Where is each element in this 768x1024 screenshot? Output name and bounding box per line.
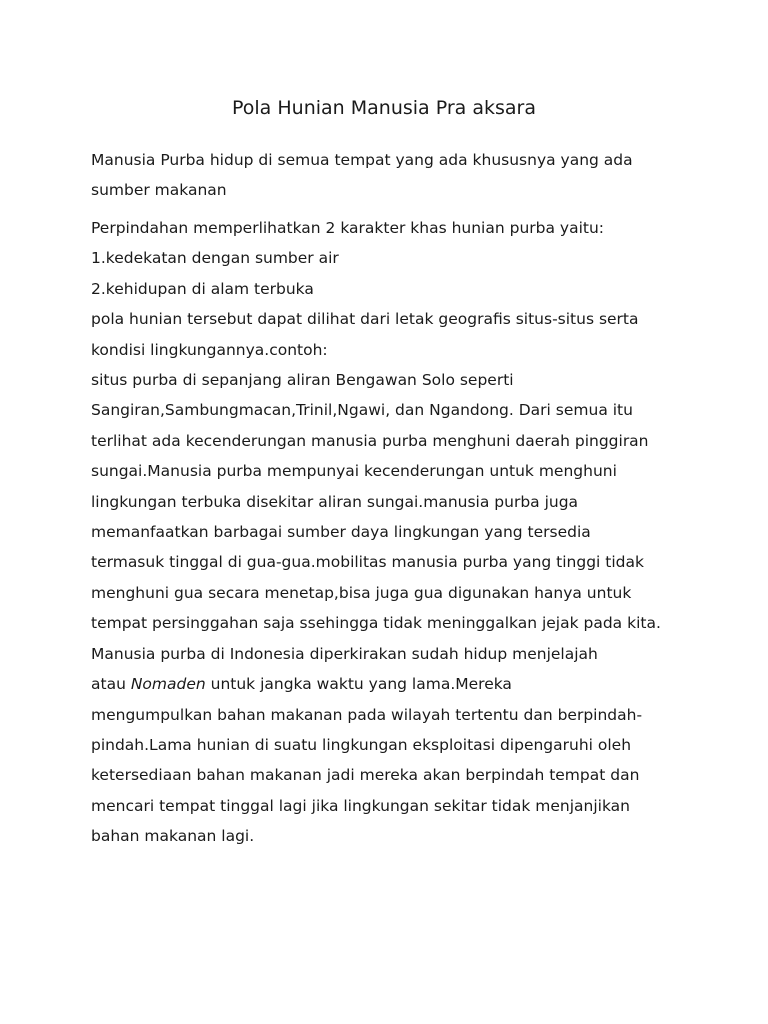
list-item-2: 2.kehidupan di alam terbuka [91,279,314,298]
paragraph-main [91,213,691,852]
text-line: Manusia Purba hidup di semua tempat yang ada khususnya yang ada [91,151,633,169]
paragraph-intro [91,145,691,206]
text-line: tempat persinggahan saja ssehingga tidak meninggalkan jejak pada kita. [91,614,661,633]
text-fragment: atau [91,675,131,694]
document-title: Pola Hunian Manusia Pra aksara [232,97,536,119]
text-line-nomaden [91,669,691,699]
text-line: Manusia purba di Indonesia diperkirakan sudah hidup menjelajah [91,644,598,663]
text-line: menghuni gua secara menetap,bisa juga gua digunakan hanya untuk [91,583,632,602]
text-line: termasuk tinggal di gua-gua.mobilitas manusia purba yang tinggi tidak [91,553,644,572]
italic-term-nomaden: Nomaden [130,675,206,694]
text-line: pindah.Lama hunian di suatu lingkungan eksploitasi dipengaruhi oleh [91,735,632,754]
text-line: Perpindahan memperlihatkan 2 karakter khas hunian purba yaitu: [91,219,605,237]
text-line: Sangiran,Sambungmacan,Trinil,Ngawi, dan Ngandong. Dari semua itu [91,401,633,420]
text-line: ketersediaan bahan makanan jadi mereka akan berpindah tempat dan [91,766,640,785]
text-line: sungai.Manusia purba mempunyai kecenderungan untuk menghuni [91,462,617,481]
text-line: bahan makanan lagi. [91,827,255,846]
text-fragment: untuk jangka waktu yang lama.Mereka [205,675,512,694]
text-line: kondisi lingkungannya.contoh: [91,340,328,359]
list-item-1: 1.kedekatan dengan sumber air [91,249,339,268]
text-line: pola hunian tersebut dapat dilihat dari letak geografis situs-situs serta [91,310,639,329]
text-line: situs purba di sepanjang aliran Bengawan Solo seperti [91,371,514,390]
text-line: lingkungan terbuka disekitar aliran sungai.manusia purba juga [91,492,579,511]
text-line: terlihat ada kecenderungan manusia purba menghuni daerah pinggiran [91,431,649,450]
text-line: sumber makanan [91,181,227,200]
text-line: mencari tempat tinggal lagi jika lingkungan sekitar tidak menjanjikan [91,796,631,815]
text-line: mengumpulkan bahan makanan pada wilayah tertentu dan berpindah- [91,705,643,724]
text-line: memanfaatkan barbagai sumber daya lingkungan yang tersedia [91,523,591,542]
